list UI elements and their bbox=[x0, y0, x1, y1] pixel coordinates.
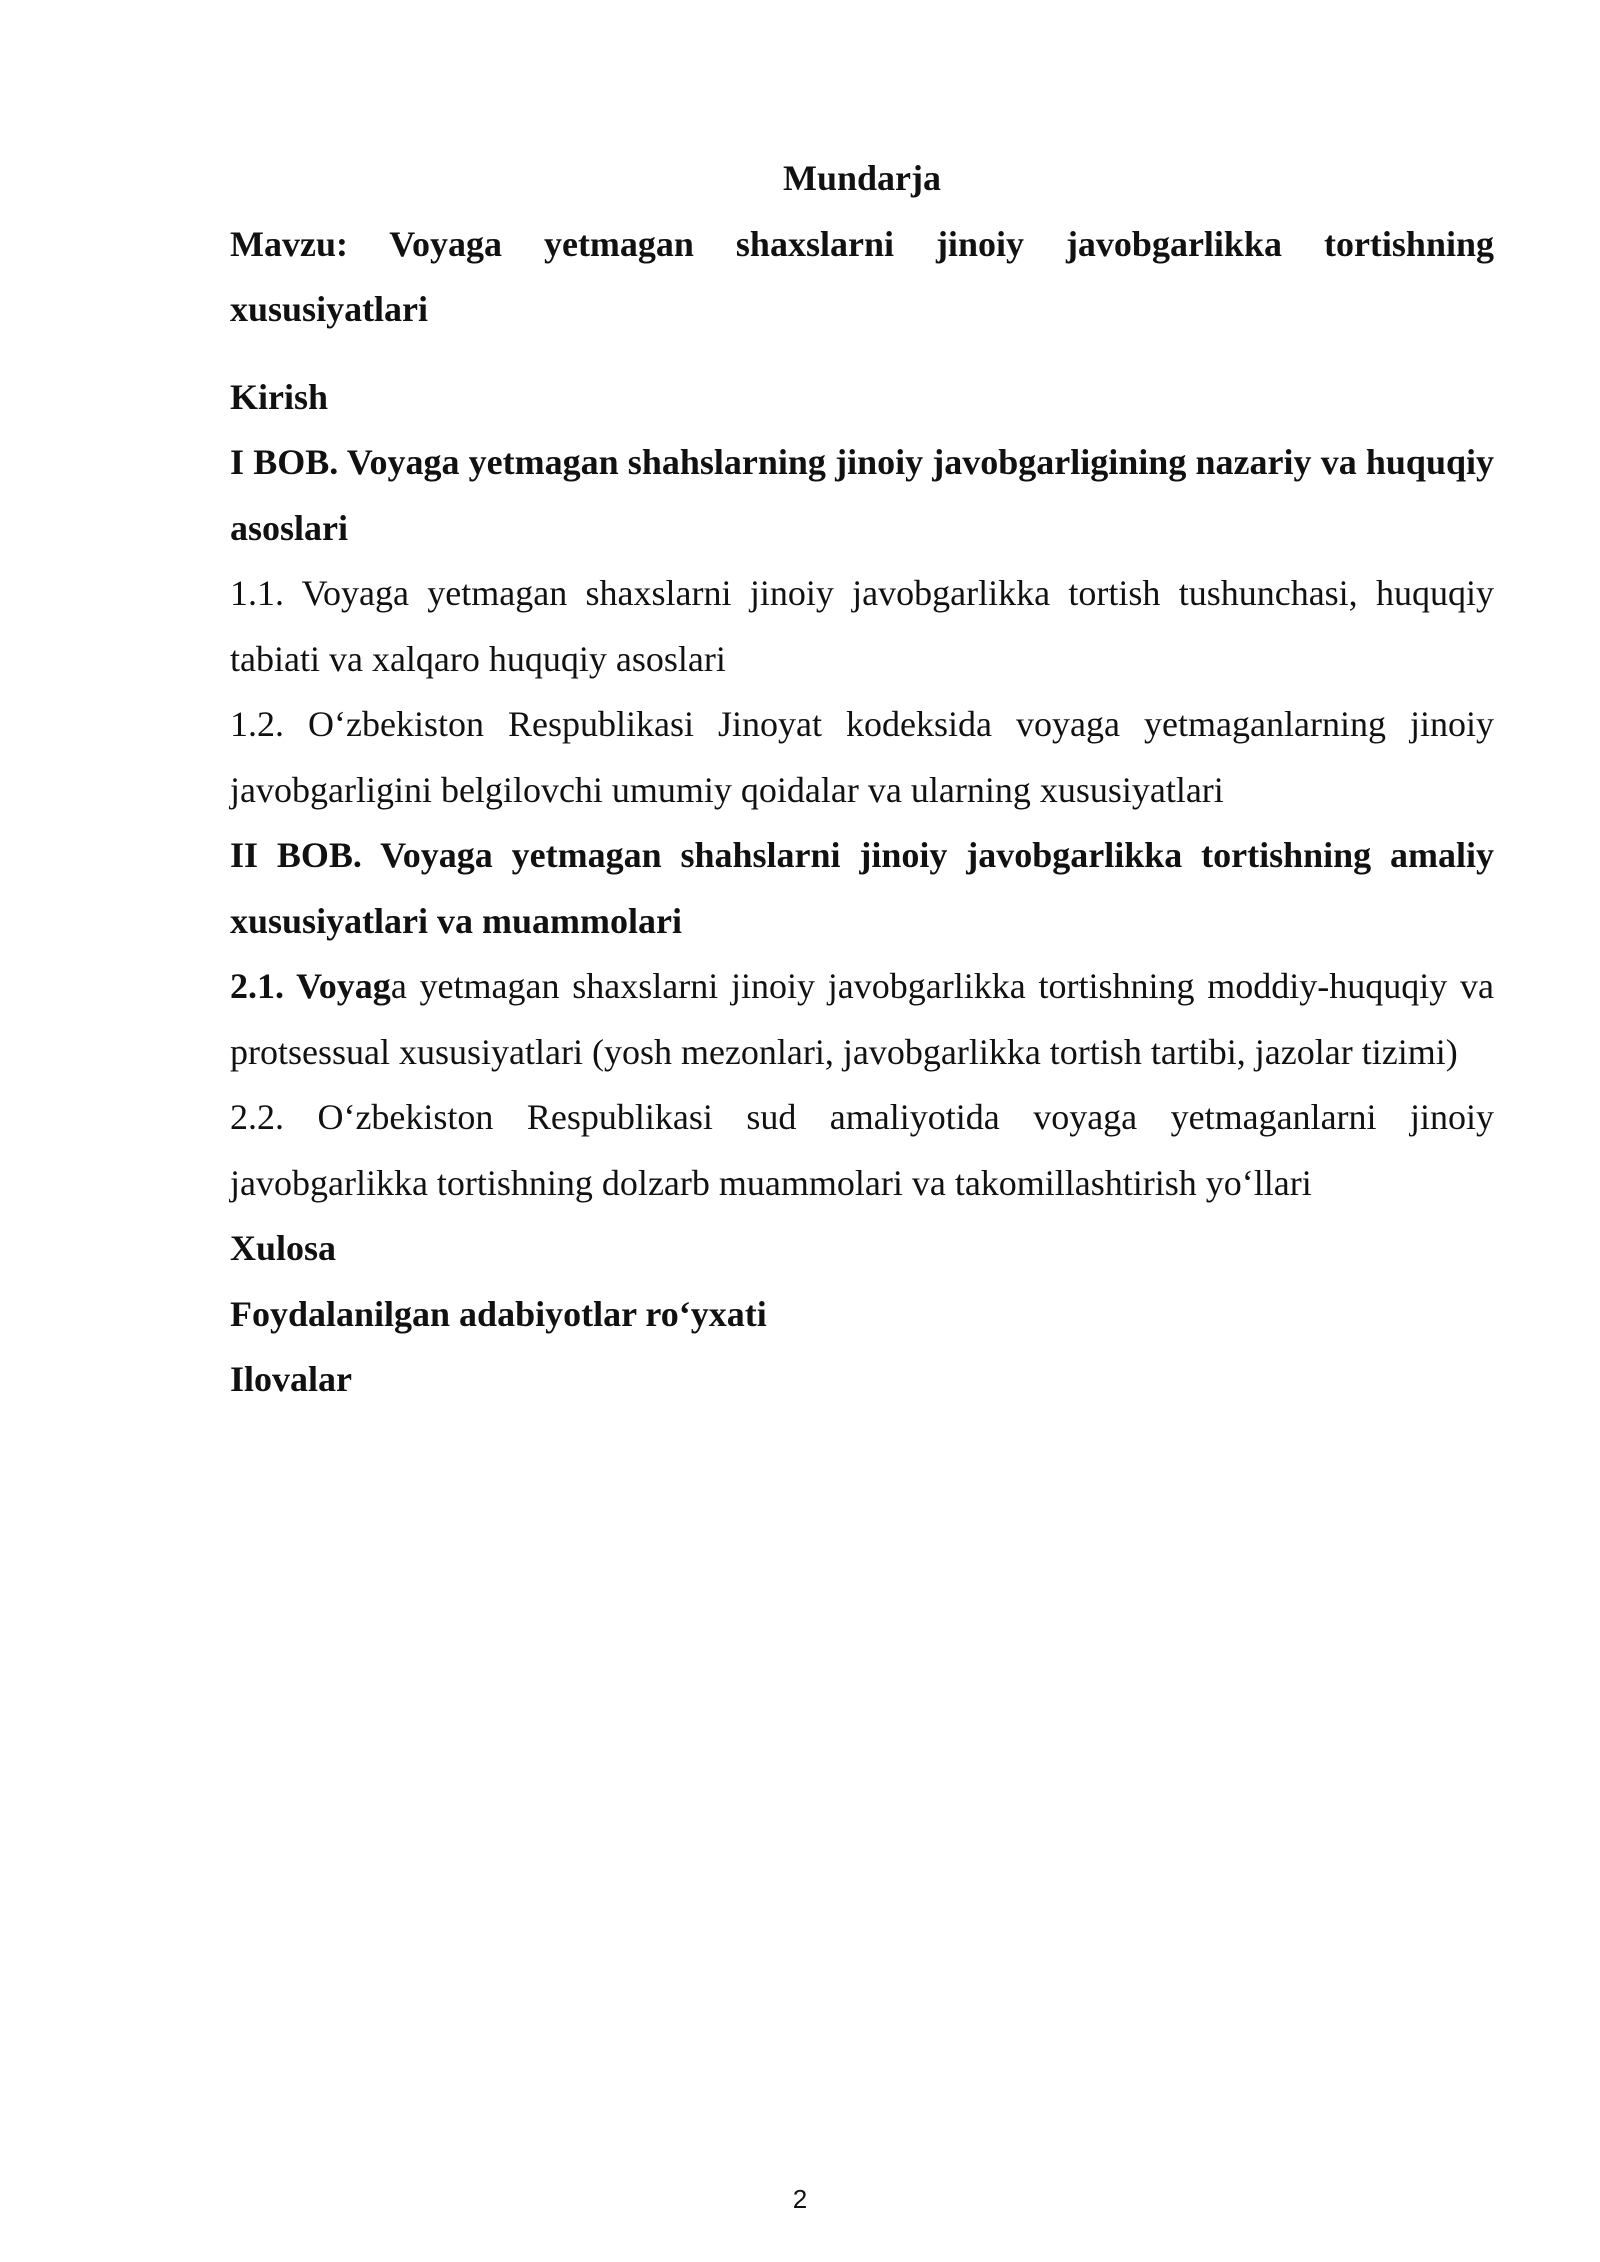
section-2-1-bold-part: 2.1. Voyag bbox=[230, 966, 391, 1006]
page-title: Mundarja bbox=[782, 158, 941, 198]
toc-entry-chapter-2: II BOB. Voyaga yetmagan shahslarni jinoiy javobgarlikka tortishning amaliy xususiyatlari va muammolari bbox=[230, 835, 1494, 941]
page-number: 2 bbox=[792, 2184, 808, 2214]
section-2-1-rest: a yetmagan shaxslarni jinoiy javobgarlikka tortishning moddiy-huquqiy va protsessual xususiyatlari (yosh mezonlari, javobgarlikka tortish tartibi, jazolar tizimi) bbox=[230, 966, 1494, 1072]
toc-entry-section-2-1 bbox=[230, 954, 1494, 1085]
toc-entry-chapter-1: I BOB. Voyaga yetmagan shahslarning jinoiy javobgarligining nazariy va huquqiy asoslari bbox=[230, 442, 1494, 548]
table-of-contents bbox=[230, 146, 1494, 1413]
toc-entry-section-1-2: 1.2. O‘zbekiston Respublikasi Jinoyat kodeksida voyaga yetmaganlarning jinoiy javobgarligini belgilovchi umumiy qoidalar va ularning xususiyatlari bbox=[230, 704, 1494, 810]
toc-entry-references: Foydalanilgan adabiyotlar ro‘yxati bbox=[230, 1293, 767, 1334]
toc-entry-introduction: Kirish bbox=[230, 376, 329, 417]
toc-entry-conclusion: Xulosa bbox=[230, 1228, 337, 1268]
topic-title: Mavzu: Voyaga yetmagan shaxslarni jinoiy javobgarlikka tortishning xususiyatlari bbox=[230, 223, 1494, 329]
toc-entry-section-2-2: 2.2. O‘zbekiston Respublikasi sud amaliyotida voyaga yetmaganlarni jinoiy javobgarlikka tortishning dolzarb muammolari va takomillashtirish yo‘llari bbox=[230, 1097, 1494, 1203]
toc-entry-section-1-1: 1.1. Voyaga yetmagan shaxslarni jinoiy javobgarlikka tortish tushunchasi, huquqiy tabiati va xalqaro huquqiy asoslari bbox=[230, 573, 1494, 679]
toc-entry-appendices: Ilovalar bbox=[230, 1359, 352, 1399]
